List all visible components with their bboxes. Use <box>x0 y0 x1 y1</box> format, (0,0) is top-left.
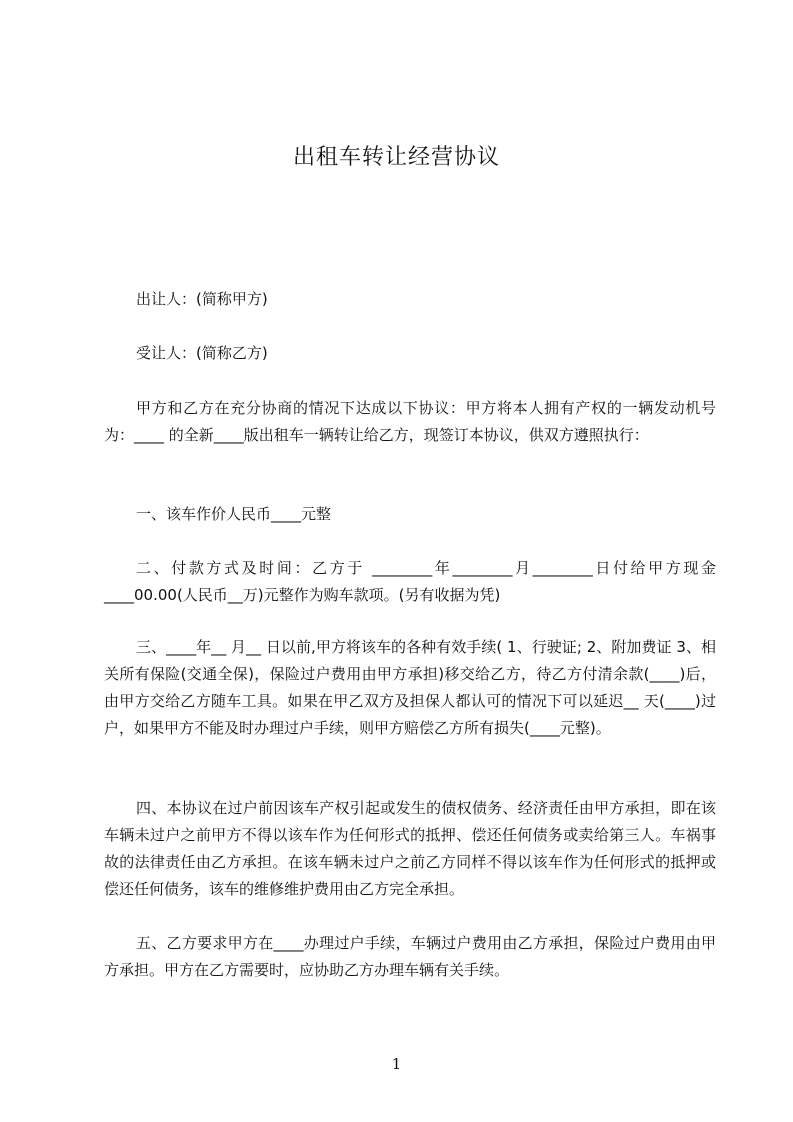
paragraph-clause-1: 一、该车作价人民币____元整 <box>136 505 332 523</box>
paragraph-clause-2: 二、付款方式及时间：乙方于 ________年________月________日付给甲方现金____00.00(人民币__万)元整作为购车款项。(另有收据为凭) <box>104 559 716 604</box>
paragraph-clause-3: 三、____年__ 月__ 日以前,甲方将该车的各种有效手续( 1、行驶证; 2、附加费证 3、相关所有保险(交通全保)，保险过户费用由甲方承担)移交给乙方，待乙方付清余款(____)后，由甲方交给乙方随车工具。如果在甲乙双方及担保人都认可的情况下可以延迟__ 天(____)过户，如果甲方不能及时办理过户手续，则甲方赔偿乙方所有损失(____元整)。 <box>104 638 716 737</box>
paragraph-clause-4: 四、本协议在过户前因该车产权引起或发生的债权债务、经济责任由甲方承担，即在该车辆未过户之前甲方不得以该车作为任何形式的抵押、偿还任何债务或卖给第三人。车祸事故的法律责任由乙方承担。在该车辆未过户之前乙方同样不得以该车作为任何形式的抵押或偿还任何债务，该车的维修维护费用由乙方完全承担。 <box>104 799 716 898</box>
paragraph-preamble: 甲方和乙方在充分协商的情况下达成以下协议：甲方将本人拥有产权的一辆发动机号为：____ 的全新____版出租车一辆转让给乙方，现签订本协议，供双方遵照执行： <box>104 399 716 444</box>
paragraph-transferor: 出让人：(简称甲方) <box>136 290 268 308</box>
paragraph-transferee: 受让人：(简称乙方) <box>136 344 268 362</box>
page-number: 1 <box>391 1055 402 1073</box>
paragraph-clause-5: 五、乙方要求甲方在____办理过户手续，车辆过户费用由乙方承担，保险过户费用由甲方承担。甲方在乙方需要时，应协助乙方办理车辆有关手续。 <box>104 934 716 979</box>
document-title: 出租车转让经营协议 <box>292 145 500 170</box>
